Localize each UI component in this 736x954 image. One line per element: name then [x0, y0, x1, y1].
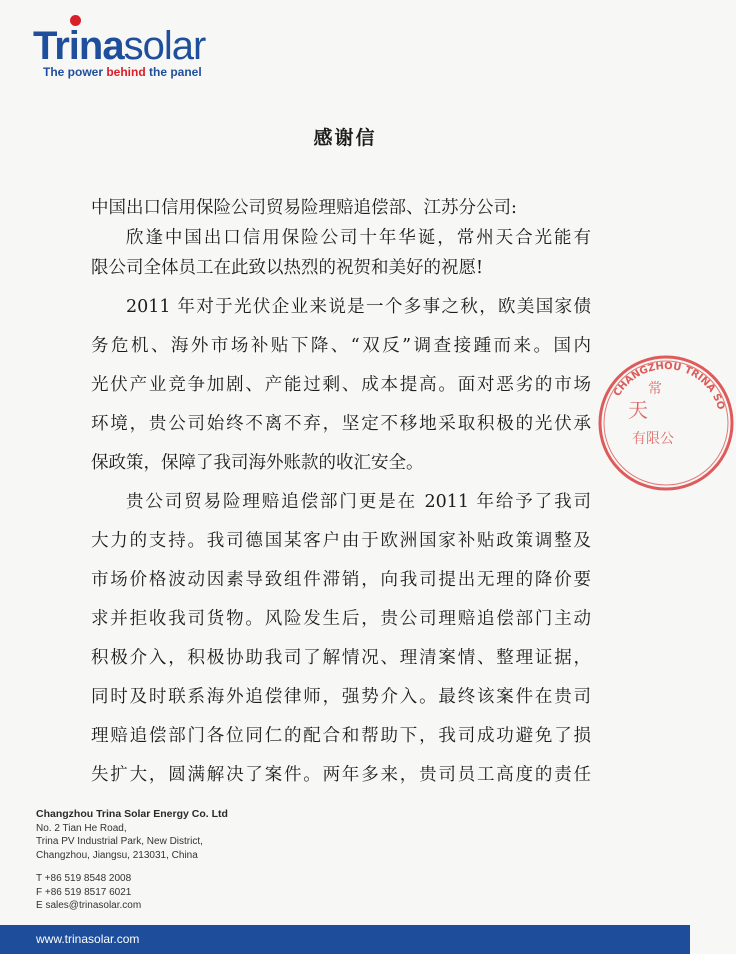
- paragraph-line: 欣逢中国出口信用保险公司十年华诞，常州天合光能有: [126, 228, 591, 248]
- salutation-line: 中国出口信用保险公司贸易险理赔追偿部、江苏分公司:: [91, 198, 517, 218]
- paragraph-line: 市场价格波动因素导致组件滞销，向我司提出无理的降价要: [91, 570, 591, 590]
- paragraph-line: 保政策，保障了我司海外账款的收汇安全。: [91, 453, 424, 473]
- paragraph-line: 求并拒收我司货物。风险发生后，贵公司理赔追偿部门主动: [91, 609, 591, 629]
- stamp-char: 有限公: [632, 431, 674, 447]
- stamp-ring-text: CHANGZHOU TRINA SO: [611, 360, 727, 412]
- footer-contacts: [36, 872, 228, 913]
- paragraph-line: 贵公司贸易险理赔追偿部门更是在 2011 年给予了我司: [126, 492, 591, 512]
- letter-title: 感谢信: [313, 127, 377, 149]
- paragraph-line: 光伏产业竞争加剧、产能过剩、成本提高。面对恶劣的市场: [91, 375, 591, 395]
- paragraph-line: 理赔追偿部门各位同仁的配合和帮助下，我司成功避免了损: [91, 726, 591, 746]
- trinasolar-logo: [33, 14, 233, 80]
- paragraph-line: 积极介入，积极协助我司了解情况、理清案情、整理证据，: [91, 648, 591, 668]
- company-seal-stamp: [596, 353, 736, 493]
- footer-phone: T +86 519 8548 2008: [36, 873, 132, 884]
- paragraph-line: 务危机、海外市场补贴下降、“双反”调查接踵而来。国内: [91, 336, 591, 356]
- footer-address-line: No. 2 Tian He Road,: [36, 822, 127, 834]
- footer-company-name: Changzhou Trina Solar Energy Co. Ltd: [36, 808, 228, 820]
- logo-tagline: The power behind the panel: [43, 65, 202, 79]
- paragraph-line: 同时及时联系海外追偿律师，强势介入。最终该案件在贵司: [91, 687, 591, 707]
- footer-bar: [0, 925, 690, 954]
- footer-address-line: Trina PV Industrial Park, New District,: [36, 836, 203, 847]
- letter-body: [91, 193, 591, 790]
- paragraph-line: 2011 年对于光伏企业来说是一个多事之秋，欧美国家债: [126, 297, 591, 317]
- footer-fax: F +86 519 8517 6021: [36, 886, 132, 898]
- footer-address-block: [36, 808, 228, 913]
- footer-email: E sales@trinasolar.com: [36, 900, 142, 911]
- footer-website: www.trinasolar.com: [36, 932, 140, 946]
- paragraph-line: 环境，贵公司始终不离不弃，坚定不移地采取积极的光伏承: [91, 414, 591, 434]
- stamp-char: 常: [648, 381, 662, 397]
- paragraph-line: 失扩大，圆满解决了案件。两年多来，贵司员工高度的责任: [91, 765, 591, 785]
- footer-address-line: Changzhou, Jiangsu, 213031, China: [36, 849, 198, 861]
- paragraph-line: 大力的支持。我司德国某客户由于欧洲国家补贴政策调整及: [91, 531, 591, 551]
- paragraph-line: 限公司全体员工在此致以热烈的祝贺和美好的祝愿!: [91, 258, 484, 278]
- stamp-char: 天: [628, 398, 648, 422]
- logo-wordmark: Trinasolar: [33, 24, 206, 68]
